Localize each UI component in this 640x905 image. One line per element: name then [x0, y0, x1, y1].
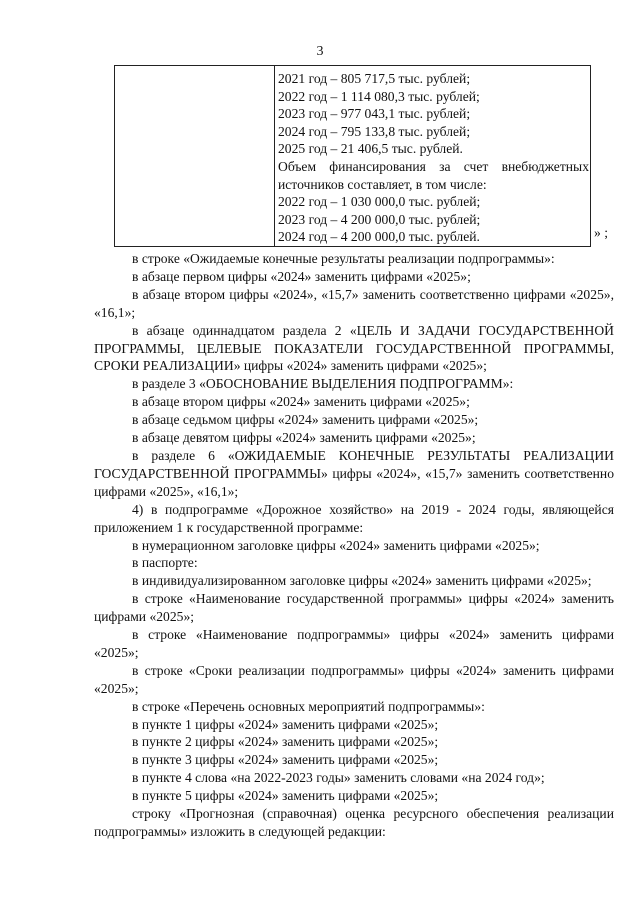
paragraph: в разделе 6 «ОЖИДАЕМЫЕ КОНЕЧНЫЕ РЕЗУЛЬТАТЫ РЕАЛИЗАЦИИ ГОСУДАРСТВЕННОЙ ПРОГРАММЫ» цифры «2024», «15,7» заменить соответственно цифрами «2025», «16,1»; [94, 447, 614, 499]
table-closing-quote: » ; [594, 225, 608, 240]
paragraph: в пункте 4 слова «на 2022-2023 годы» заменить словами «на 2024 год»; [132, 770, 545, 786]
paragraph: в строке «Наименование государственной программы» цифры «2024» заменить цифрами «2025»; [94, 591, 614, 625]
paragraph: в индивидуализированном заголовке цифры «2024» заменить цифрами «2025»; [132, 573, 592, 589]
table-right-cell [275, 70, 589, 246]
paragraph: в пункте 2 цифры «2024» заменить цифрами «2025»; [132, 734, 439, 750]
financing-line-2023: 2023 год – 977 043,1 тыс. рублей; [278, 106, 471, 122]
paragraph: в абзаце втором цифры «2024», «15,7» заменить соответственно цифрами «2025», «16,1»; [94, 286, 614, 320]
paragraph: в пункте 5 цифры «2024» заменить цифрами «2025»; [132, 788, 439, 804]
paragraph: строку «Прогнозная (справочная) оценка ресурсного обеспечения реализации подпрограммы» изложить в следующей редакции: [94, 806, 614, 839]
paragraph: в строке «Наименование подпрограммы» цифры «2024» заменить цифрами «2025»; [94, 627, 614, 660]
financing-line-2025: 2025 год – 21 406,5 тыс. рублей. [278, 141, 463, 157]
paragraph: в строке «Ожидаемые конечные результаты реализации подпрограммы»: [132, 251, 555, 266]
paragraph: в строке «Сроки реализации подпрограммы» цифры «2024» заменить цифрами «2025»; [94, 662, 614, 696]
extrabudget-line-2024: 2024 год – 4 200 000,0 тыс. рублей. [278, 229, 480, 245]
extrabudget-line-2022: 2022 год – 1 030 000,0 тыс. рублей; [278, 194, 481, 210]
extrabudget-heading: Объем финансирования за счет внебюджетных источников составляет, в том числе: [278, 158, 589, 192]
financing-line-2021: 2021 год – 805 717,5 тыс. рублей; [278, 71, 471, 86]
page-number: 3 [316, 44, 324, 59]
paragraph: в абзаце седьмом цифры «2024» заменить цифрами «2025»; [132, 412, 479, 428]
paragraph: в абзаце девятом цифры «2024» заменить цифрами «2025»; [132, 430, 476, 446]
document-body [94, 250, 614, 841]
paragraph: в абзаце первом цифры «2024» заменить цифрами «2025»; [132, 268, 471, 284]
paragraph: в разделе 3 «ОБОСНОВАНИЕ ВЫДЕЛЕНИЯ ПОДПРОГРАММ»: [132, 376, 514, 392]
paragraph: в строке «Перечень основных мероприятий подпрограммы»: [132, 698, 485, 714]
paragraph: 4) в подпрограмме «Дорожное хозяйство» на 2019 - 2024 годы, являющейся приложением 1 к государственной программе: [94, 501, 614, 535]
paragraph: в пункте 1 цифры «2024» заменить цифрами «2025»; [132, 716, 439, 732]
paragraph: в абзаце втором цифры «2024» заменить цифрами «2025»; [132, 394, 470, 410]
extrabudget-line-2023: 2023 год – 4 200 000,0 тыс. рублей; [278, 211, 481, 227]
financing-line-2022: 2022 год – 1 114 080,3 тыс. рублей; [278, 88, 480, 104]
paragraph: в паспорте: [132, 555, 198, 571]
table-left-cell [115, 66, 275, 246]
paragraph: в абзаце одиннадцатом раздела 2 «ЦЕЛЬ И ЗАДАЧИ ГОСУДАРСТВЕННОЙ ПРОГРАММЫ, ЦЕЛЕВЫЕ ПОКАЗАТЕЛИ ГОСУДАРСТВЕННОЙ ПРОГРАММЫ, СРОКИ РЕАЛИЗАЦИИ» цифры «2024» заменить цифрами «2025»; [94, 322, 614, 374]
paragraph: в пункте 3 цифры «2024» заменить цифрами «2025»; [132, 752, 439, 768]
paragraph: в нумерационном заголовке цифры «2024» заменить цифрами «2025»; [132, 537, 540, 553]
financing-line-2024: 2024 год – 795 133,8 тыс. рублей; [278, 123, 471, 139]
financing-table [114, 65, 591, 247]
